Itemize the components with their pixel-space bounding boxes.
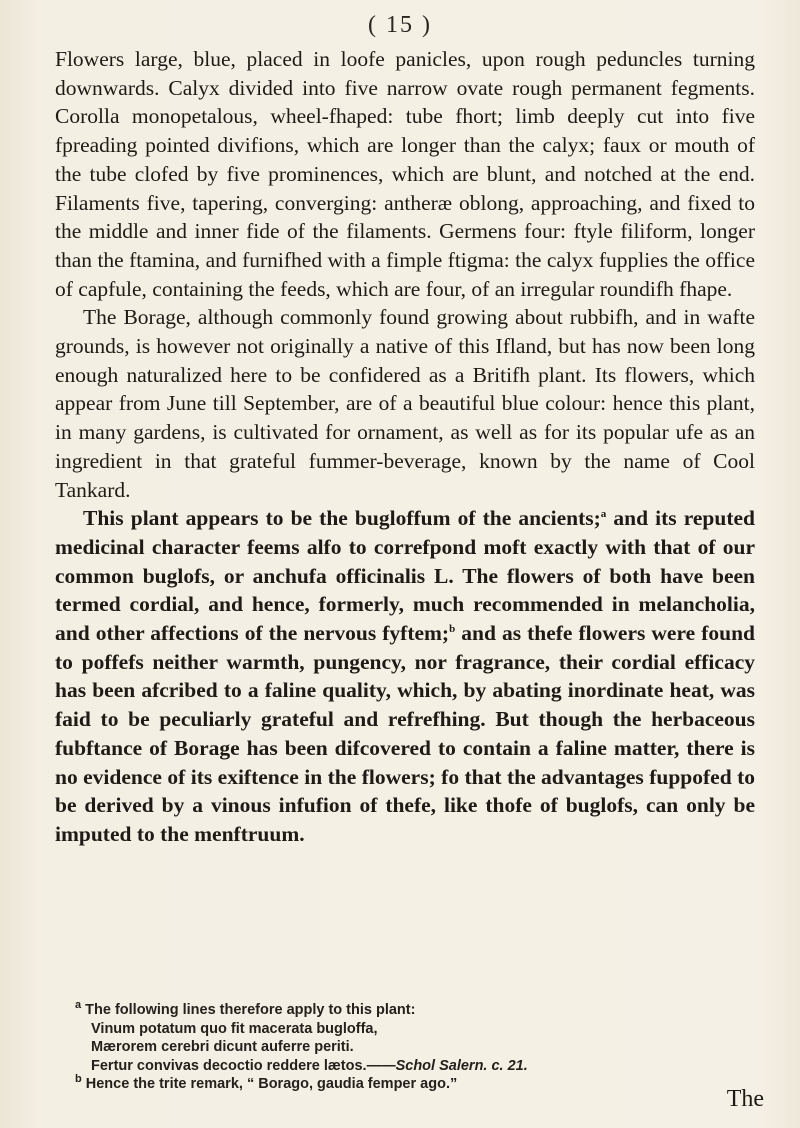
paragraph-description: Flowers large, blue, placed in loofe panicles, upon rough peduncles turning downwards. Calyx divided into five narrow ovate rough permanent fegments. Corolla monopetalous, wheel-fhaped: tube fhort; limb deeply cut into five fpreading pointed divifions, which are longer than the calyx; faux or mouth of the tube clofed by five prominences, which are blunt, and notched at the end. Filaments five, tapering, converging: antheræ oblong, approaching, and fixed to the middle and inner fide of the filaments. Germens four: ftyle filiform, longer than the ftamina, and furnifhed with a fimple ftigma: the calyx fupplies the office of capfule, containing the feeds, which are four, of an irregular roundifh fhape.: [55, 47, 755, 301]
verse-line-1: Vinum potatum quo fit macerata bugloffa,: [91, 1020, 378, 1037]
footnotes: [75, 1001, 765, 1094]
main-text: [55, 45, 755, 849]
paragraph-habitat: The Borage, although commonly found growing about rubbifh, and in wafte grounds, is however not originally a native of this Ifland, but has now been long enough naturalized here to be confidered as a Britifh plant. Its flowers, which appear from June till September, are of a beautiful blue colour: hence this plant, in many gardens, is cultivated for ornament, as well as for its popular ufe as an ingredient in that grateful fummer-beverage, known by the name of Cool Tankard.: [55, 305, 755, 502]
footnote-a-intro: The following lines therefore apply to this plant:: [85, 1002, 416, 1018]
catchword: The: [726, 1086, 764, 1112]
paragraph-medicinal: [55, 504, 755, 848]
verse-line-2: Mærorem cerebri dicunt auferre periti.: [91, 1039, 354, 1056]
footnote-a: [75, 1001, 765, 1020]
verse-line-3: [75, 1057, 765, 1076]
verse-source: Schol Salern. c. 21.: [395, 1057, 528, 1074]
paragraph-medicinal-part2: and its reputed medicinal character feems alfo to correfpond moft exactly with that of our common buglofs, or anchufa officinalis L. The flowers of both have been termed cordial, and hence, formerly, much recommended in melancholia, and other affections of the nervous fyftem;: [55, 506, 755, 646]
verse-line-3-text: Fertur convivas decoctio reddere lætos.——: [91, 1057, 396, 1074]
footnote-b-text: Hence the trite remark, “ Borago, gaudia femper ago.”: [85, 1076, 458, 1093]
footnote-ref-a: a: [600, 508, 607, 521]
footnote-ref-b: b: [449, 622, 456, 635]
footnote-b: [75, 1075, 765, 1094]
footnote-a-marker: a: [75, 999, 82, 1012]
page-number: ( 15 ): [368, 12, 432, 38]
footnote-b-marker: b: [75, 1073, 82, 1086]
paragraph-medicinal-part3: and as thefe flowers were found to poffefs neither warmth, pungency, nor fragrance, their cordial efficacy has been afcribed to a faline quality, which, by abating inordinate heat, was faid to be peculiarly grateful and refrefhing. But though the herbaceous fubftance of Borage has been difcovered to contain a faline matter, there is no evidence of its exiftence in the flowers; fo that the advantages fuppofed to be derived by a vinous infufion of thefe, like thofe of buglofs, can only be imputed to the menftruum.: [55, 621, 755, 846]
paragraph-medicinal-part1: This plant appears to be the bugloffum of the ancients;: [83, 506, 601, 531]
